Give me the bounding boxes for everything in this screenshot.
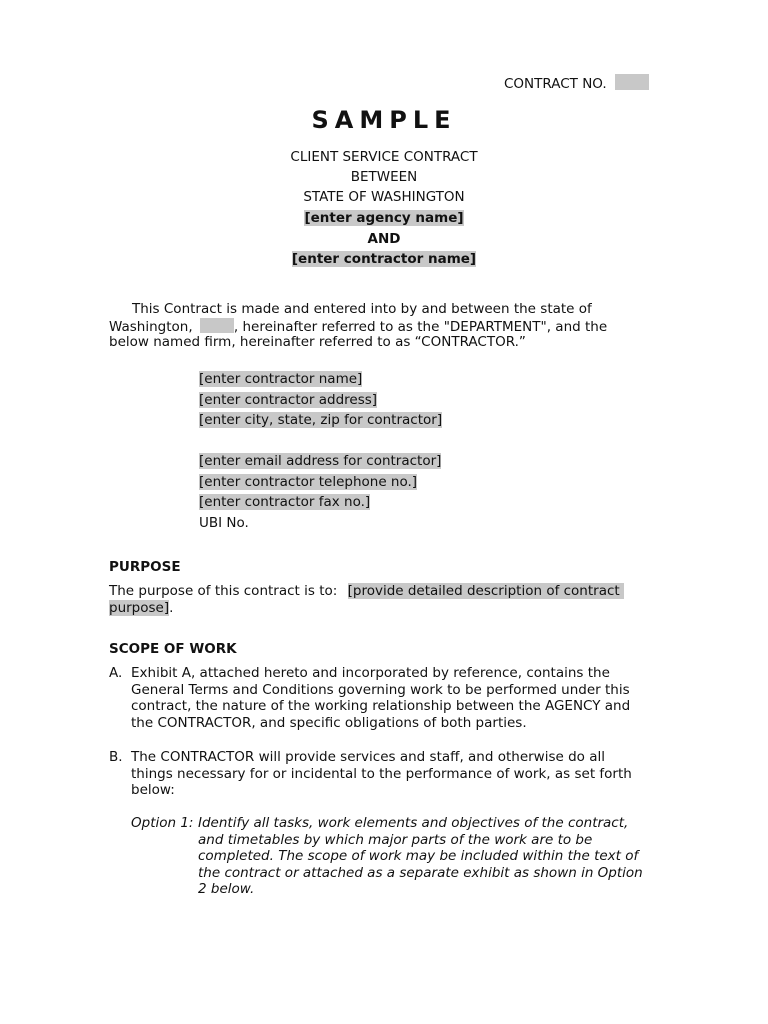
contractor-name-field[interactable]: [enter contractor name] xyxy=(199,371,363,387)
contractor-address-field[interactable]: [enter contractor address] xyxy=(199,392,378,408)
intro-line-2 xyxy=(109,318,607,335)
option-1-line-4: the contract or attached as a separate exhibit as shown in Option xyxy=(198,865,643,881)
contractor-fax-field-row xyxy=(199,494,370,510)
scope-a-line-3: contract, the nature of the working relationship between the AGENCY and xyxy=(131,698,631,714)
purpose-line-2 xyxy=(109,600,173,616)
scope-a-line-2: General Terms and Conditions governing work to be performed under this xyxy=(131,682,630,698)
contractor-email-field[interactable]: [enter email address for contractor] xyxy=(199,453,442,469)
contractor-address-field-row xyxy=(199,392,377,408)
intro-washington: Washington, xyxy=(109,319,193,335)
title-line-2: BETWEEN xyxy=(350,169,418,185)
option-1-label: Option 1: xyxy=(131,815,194,831)
scope-heading: SCOPE OF WORK xyxy=(109,641,237,657)
purpose-line-1 xyxy=(109,583,624,599)
contractor-fax-field[interactable]: [enter contractor fax no.] xyxy=(199,494,371,510)
scope-b-line-2: things necessary for or incidental to the performance of work, as set forth xyxy=(131,766,632,782)
agency-name-field[interactable]: [enter agency name] xyxy=(304,210,464,226)
intro-department-text: , hereinafter referred to as the "DEPARTMENT", and the xyxy=(233,319,608,335)
scope-a-marker: A. xyxy=(109,665,123,681)
contractor-name-field-row xyxy=(199,371,362,387)
scope-a-line-1: Exhibit A, attached hereto and incorporated by reference, contains the xyxy=(131,665,610,681)
purpose-text: The purpose of this contract is to: xyxy=(109,583,338,599)
intro-line-1: This Contract is made and entered into by and between the state of xyxy=(132,301,592,317)
scope-a-line-4: the CONTRACTOR, and specific obligations of both parties. xyxy=(131,715,527,731)
contractor-phone-field-row xyxy=(199,474,417,490)
purpose-period: . xyxy=(169,600,174,616)
scope-b-line-3: below: xyxy=(131,782,175,798)
option-1-line-2: and timetables by which major parts of the work are to be xyxy=(198,832,593,848)
contractor-city-field-row xyxy=(199,412,442,428)
contractor-phone-field[interactable]: [enter contractor telephone no.] xyxy=(199,474,418,490)
purpose-heading: PURPOSE xyxy=(109,559,181,575)
contractor-email-field-row xyxy=(199,453,441,469)
title-line-and: AND xyxy=(367,231,401,247)
option-1-line-5: 2 below. xyxy=(198,881,255,897)
contractor-name-title-field[interactable]: [enter contractor name] xyxy=(291,251,477,267)
option-1-line-1: Identify all tasks, work elements and objectives of the contract, xyxy=(198,815,629,831)
department-name-field[interactable] xyxy=(200,318,234,333)
contract-number xyxy=(504,74,649,92)
title-line-1: CLIENT SERVICE CONTRACT xyxy=(290,149,478,165)
ubi-number-label: UBI No. xyxy=(199,515,249,531)
option-1-line-3: completed. The scope of work may be included within the text of xyxy=(198,848,639,864)
scope-b-marker: B. xyxy=(109,749,123,765)
title-line-3: STATE OF WASHINGTON xyxy=(303,189,465,205)
title-agency-line xyxy=(0,210,768,226)
purpose-placeholder-1[interactable]: [provide detailed description of contract xyxy=(348,583,624,599)
contract-number-label: CONTRACT NO. xyxy=(504,76,607,92)
contractor-city-field[interactable]: [enter city, state, zip for contractor] xyxy=(199,412,443,428)
intro-line-3: below named firm, hereinafter referred to as “CONTRACTOR.” xyxy=(109,334,526,350)
title-contractor-line xyxy=(0,251,768,267)
sample-title: SAMPLE xyxy=(311,106,457,134)
scope-b-line-1: The CONTRACTOR will provide services and staff, and otherwise do all xyxy=(131,749,605,765)
contract-number-field[interactable] xyxy=(615,74,649,90)
purpose-placeholder-2[interactable]: purpose] xyxy=(109,600,170,616)
